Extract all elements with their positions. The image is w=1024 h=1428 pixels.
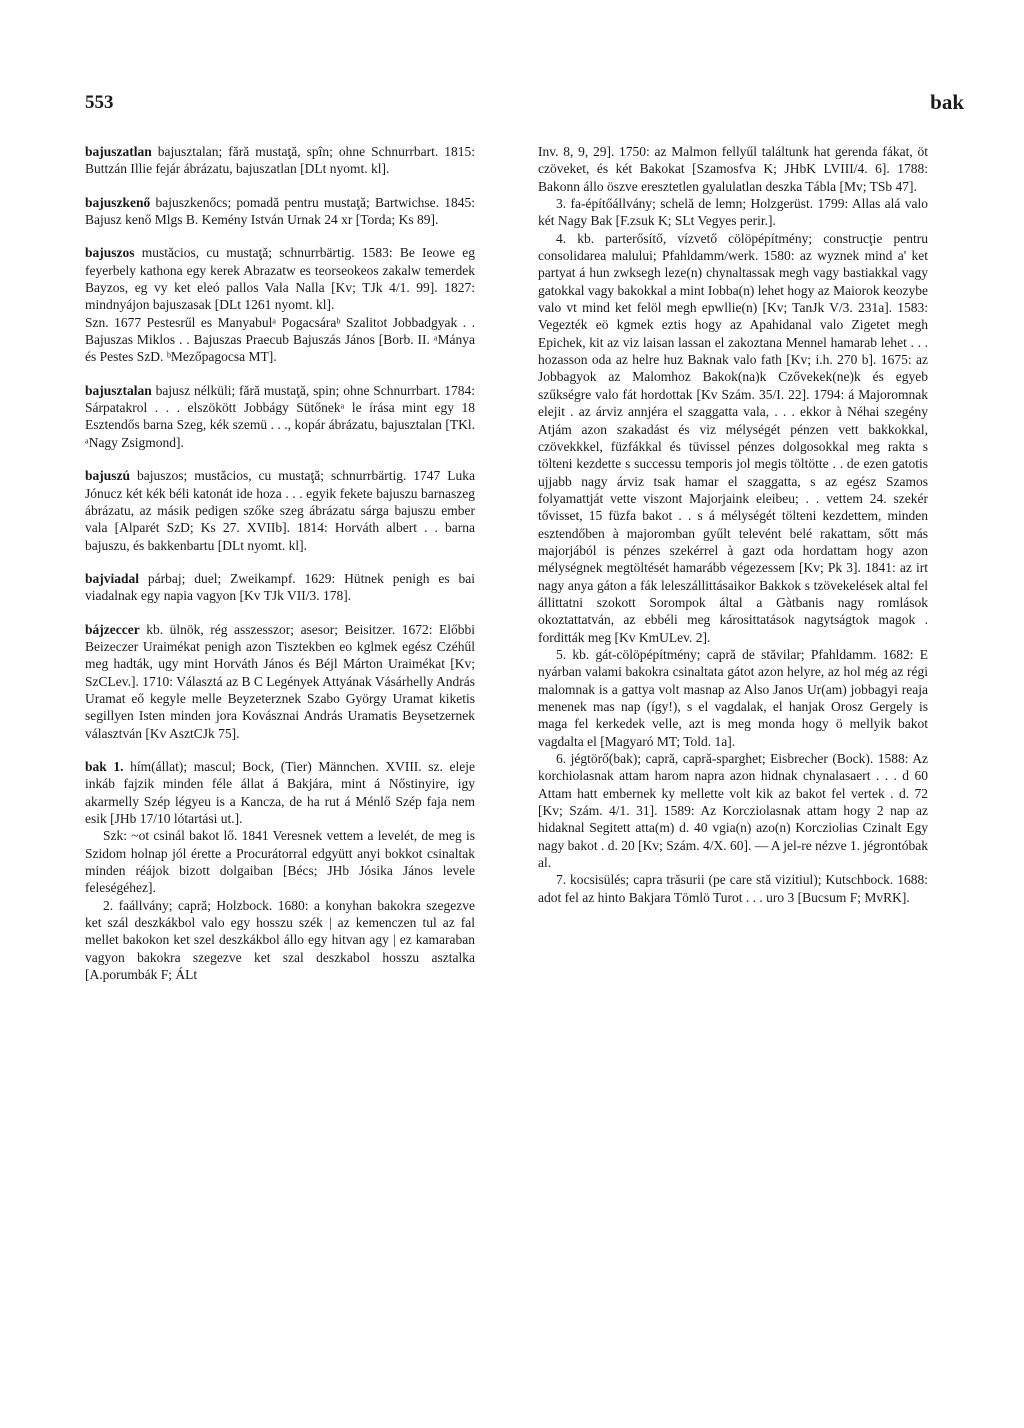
page-number: 553 [85, 92, 114, 113]
entry-body [85, 758, 475, 827]
entry-sense-7: 7. kocsisülés; capra trăsurii (pe care stă vizitiul); Kutschbock. 1688: adot fel az hinto Bakjara Tömlö Turot . . . uro 3 [Bucsum F; MvRK]. [538, 872, 928, 905]
entry-body [85, 244, 475, 313]
entry-bak [85, 758, 475, 983]
entry-szk: Szk: ~ot csinál bakot lő. 1841 Veresnek vettem a levelét, de meg is Szidom holnap jól érette a Procurátorral edgyütt anyi bokkot csinaltak minden réájok bizott dolgaiban [Bécs; JHb Jósika János levele feleségéhez]. [85, 828, 475, 896]
entry-sense-2: 2. faállvány; capră; Holzbock. 1680: a konyhan bakokra szegezve ket szál deszkákbol valo egy hosszu szék | az kemenczen tul az fal mellet bakokon ket szel deszkákbol állo egy hitvan agy | ez kamaraban vagyon bakokra szegezve ket szal deszkabol hosszu asztalka [A.porumbák F; ÁLt [85, 897, 475, 983]
entry-bajzeccer [85, 621, 475, 742]
entry-bajuszkeno [85, 194, 475, 229]
entry-text: bajuszos; mustăcios, cu mustaţă; schnurrbärtig. 1747 Luka Jónucz két kék béli katonát ide hoza . . . egyik fekete bajuszu barnaszeg ábrázatu, az másik pedigen szőke szeg ábrázatu sárga bajuszu ember vala [Alparét SzD; Ks 27. XVIIb]. 1814: Horváth albert . . barna bajuszu, és bakkenbartu [DLt nyomt. kl]. [85, 468, 475, 553]
entry-bajviadal [85, 570, 475, 605]
entry-bajuszos [85, 244, 475, 365]
headword: bájzeccer [85, 621, 140, 637]
right-column [538, 143, 928, 906]
entry-szn: Szn. 1677 Pestesrűl es Manyabulᵃ Pogacsáraᵇ Szalitot Jobbadgyak . . Bajuszas Miklos . . Bajuszas Praecub Bajuszás János [Borb. II. ᵃMánya és Pestes SzD. ᵇMezőpagocsa MT]. [85, 314, 475, 365]
headword: bak 1. [85, 758, 124, 774]
entry-continuation: Inv. 8, 9, 29]. 1750: az Malmon fellyűl találtunk hat gerenda fákat, öt czöveket, és két Bakokat [Szamosfva K; JHbK LVIII/4. 6]. 1788: Bakonn állo öszve eresztetlen gyalulatlan deszka Tábla [Mv; TSb 47]. [538, 144, 928, 194]
entry-text: mustăcios, cu mustaţă; schnurrbärtig. 1583: Be Ieowe eg feyerbely kathona egy kerek Abrazatw es teorseokeos zakalw temerdek Bayzos, eg vy ket eleó pallos Vala Nalla [Kv; TJk 4/1. 99]. 1827: mindnyájon bajuszasak [DLt 1261 nyomt. kl]. [85, 245, 475, 313]
entry-sense-5: 5. kb. gát-cölöpépítmény; capră de stăvilar; Pfahldamm. 1682: E nyárban valami bakokra csinaltata gátot azon helyre, az hol még az régi malomnak is a gattya volt masnap az Also Janos Ur(am) jobbagyi reaja menenek mas nap (ígу!), s el vagdalak, el hanjak Orosz Gergely is maga fel kerkedek velle, azt is meg monda hogy ö mellyik bakot vagdalta el [Magyaró MT; Told. 1a]. [538, 646, 928, 749]
left-column [85, 143, 475, 983]
entry-bajusztalan [85, 382, 475, 451]
headword: bajusztalan [85, 382, 152, 398]
entry-text: bajuszkenőcs; pomadă pentru mustaţă; Bartwichse. 1845: Bajusz kenő Mlgs B. Kemény István Urnak 24 xr [Torda; Ks 89]. [85, 194, 475, 228]
entry-bajuszu [85, 467, 475, 554]
entry-text: bajusztalan; fără mustaţă, spîn; ohne Schnurrbart. 1815: Buttzán Illie fejár ábrázatu, bajuszatlan [DLt nyomt. kl]. [85, 144, 475, 177]
entry-text: hím(állat); mascul; Bock, (Tier) Männchen. XVIII. sz. eleje inkáb fajzik minden féle állat á Bakjára, mint á Nőstinyire, igy akarmelly Szép légyeu is a Kancza, de ha rut á Ménlő Szép faja nem esik [JHb 17/10 lótartási ut.]. [85, 758, 475, 826]
entry-text: bajusz nélküli; fără mustaţă, spin; ohne Schnurrbart. 1784: Sárpatakrol . . . elszökött Jobbágy Sütőnekᵃ le írása mint egy 18 Esztendős barna Szeg, kék szemü . . ., kopár ábrázatu, bajusztalan [TKl. ᵃNagy Zsigmond]. [85, 382, 475, 450]
entry-sense-6: 6. jégtörő(bak); capră, capră-sparghet; Eisbrecher (Bock). 1588: Az korchiolasnak attam harom napra azon hidnak chynalasaert . . . d 60 Attam hatt embernek ky mellette volt kik az bakot fel vertek . d. 72 [Kv; Szám. 4/1. 31]. 1589: Az Korcziolasnak attam hogy 2 nap az hidaknal Segitett atta(m) d. 40 vgia(n) azo(n) Korcziolias Czinalt Egy nagy bakot . d. 20 [Kv; Szám. 4/X. 60]. — A jel-re nézve 1. jégrontóbak al. [538, 751, 928, 871]
running-head: bak [930, 90, 964, 114]
entry-text: párbaj; duel; Zweikampf. 1629: Hütnek penigh es bai viadalnak egy napia vagyon [Kv TJk VII/3. 178]. [85, 570, 475, 604]
headword: bajviadal [85, 570, 140, 586]
headword: bajuszú [85, 468, 131, 484]
headword: bajuszos [85, 245, 135, 261]
entry-text: kb. ülnök, rég asszesszor; asesor; Beisitzer. 1672: Előbbi Beizeczer Uraimékat penigh azon Tisztekben eo kglmek egész Czéhűl meg hadták, ugy mint Horváth János és Béjl Márton Uraimékat [Kv; SzCLev.]. 1710: Választá az B C Legények Attyának Vásárhelly András Uramat eő kegyle melle Beyzeterznek Szabo György Uramat kiketis segillyen Isten minden jora Kovásznai András Uramatis Beysetzernek választván [Kv AsztCJk 75]. [85, 621, 475, 741]
entry-bajuszatlan [85, 143, 475, 178]
entry-sense-3: 3. fa-építőállvány; schelă de lemn; Holzgerüst. 1799: Allas alá valo két Nagy Bak [F.zsuk K; SLt Vegyes perir.]. [538, 196, 928, 229]
headword: bajuszkenő [85, 194, 151, 210]
entry-sense-4: 4. kb. parterősítő, vízvető cölöpépítmény; construcţie pentru consolidarea malului; Pfahldamm/werk. 1580: az wyznek mind a' ket partyat á hun zwksegh leze(n) chynaltassak megh vagy bastiakkal vagy gatokkal vagy bakokkal a mint Iobba(n) lehet hogy az Maiorok keozybe valo vt mind ket felöl megh epwllie(n) [Kv; TanJk V/3. 231a]. 1583: Vegezték eö kgmek eztis hogy az Apahidanal valo Zigetet megh Epichek, kit az viz laisan lassan el zakoztana Mennel hamarab lehet . . . hozasson oda az helre huz Baknak valo fath [Kv; i.h. 270 b]. 1675: az Jobbagyok az Malomhoz Bakok(na)k Czővekek(ne)k és egyeb szűkségre valo fát hordottak [Kv Szám. 35/I. 22]. 1794: á Majoromnak elejit . az árviz annjéra el szaggatta vala, . . . ekkor à Néhai szegény Atjám azon szakadást és viz mélységét pénzen vett bakkokkal, czövekkkel, füzfákkal és tüvissel pénzes dolgosokkal meg rakta s tölteni kezdette s successu temporis jol megis töltötte . . de ezen gatotis ujjabb nagy árviz tsak hamar el szaggatta, s az egész Szamos folyamattját vette viszont Majorjaink eleibeu; . . vettem 24. szekér tővisset, 15 füzfa bakot . . s á mélységét tölteni kezdettem, minden esztendőben à majoromban gyűlt televént belé rakattam, sőtt más majorjából is pénzes szekérrel à gazt oda hordattam hogy azon mélységnek megtöltését hamarább végezessem [Kv; Pk 3]. 1841: az irt nagy anya gáton a fák leleszállittásaikor Bakkok s tzövekelések altal fel állittatni szokott Sorompok által a Gàtbanis nagy romlások okoztattatván, az ebbéli meg károsittatások nagytságtok magok . forditták meg [Kv KmULev. 2]. [538, 230, 928, 645]
headword: bajuszatlan [85, 144, 152, 159]
